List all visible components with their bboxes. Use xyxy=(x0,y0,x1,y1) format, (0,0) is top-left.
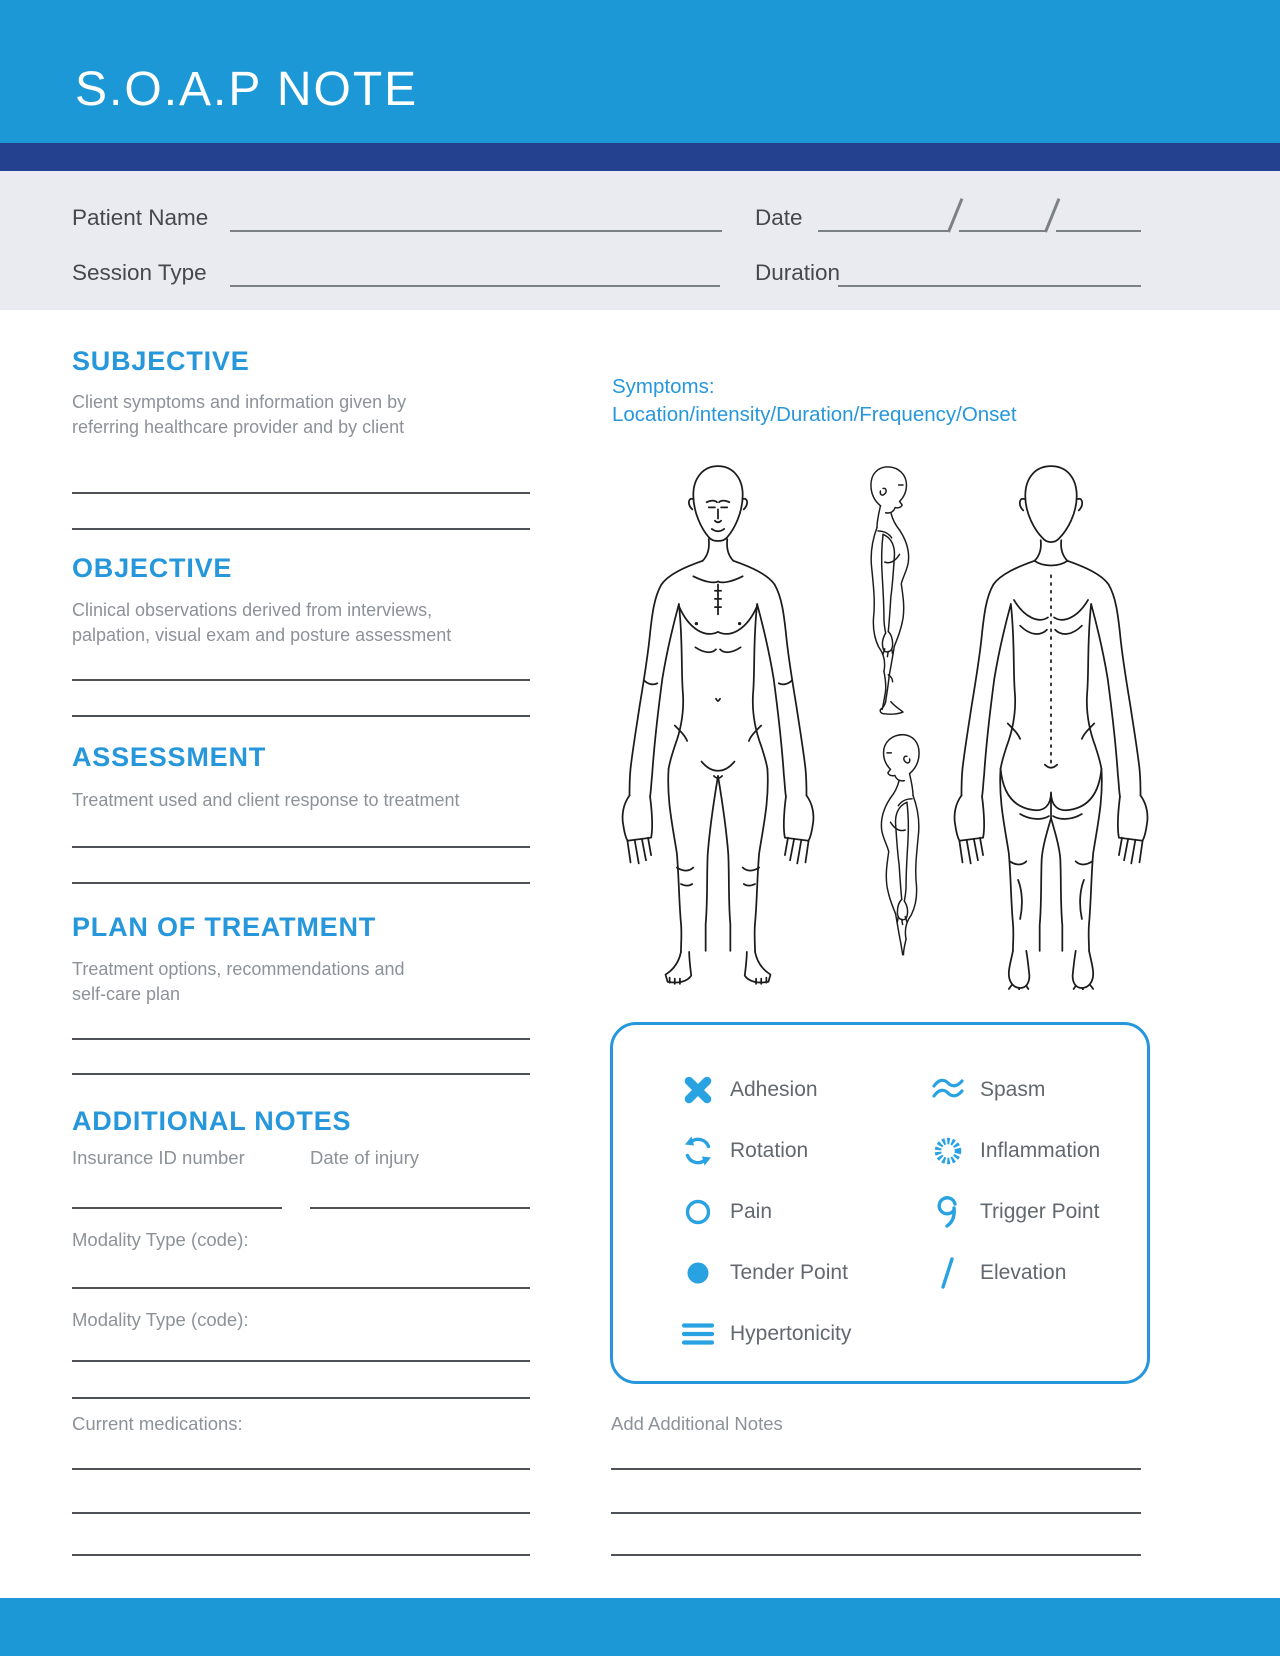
legend-item xyxy=(931,1195,1099,1229)
legend-label: Adhesion xyxy=(730,1078,818,1101)
plan-write-line[interactable] xyxy=(72,1038,530,1040)
additional-notes-line[interactable] xyxy=(611,1512,1141,1514)
insurance-id-label: Insurance ID number xyxy=(72,1147,245,1168)
legend-item xyxy=(681,1317,851,1351)
insurance-id-field[interactable] xyxy=(72,1207,282,1209)
legend-label: Rotation xyxy=(730,1139,809,1162)
hypertonicity-lines-icon xyxy=(681,1317,715,1351)
current-medications-line[interactable] xyxy=(72,1554,530,1556)
section-desc-plan: Treatment options, recommendations and self-care plan xyxy=(72,959,405,1004)
patient-name-field[interactable] xyxy=(230,230,722,232)
inflammation-ring-icon xyxy=(931,1134,965,1168)
legend-item xyxy=(681,1256,848,1290)
session-type-label: Session Type xyxy=(72,260,207,285)
patient-name-label: Patient Name xyxy=(72,205,209,230)
section-desc-subjective: Client symptoms and information given by referring healthcare provider and by client xyxy=(72,392,407,437)
legend-label: Inflammation xyxy=(980,1139,1101,1162)
additional-notes-line[interactable] xyxy=(611,1468,1141,1470)
legend-label: Tender Point xyxy=(730,1261,848,1284)
elevation-slash-icon xyxy=(931,1256,965,1290)
legend-item xyxy=(681,1073,818,1107)
legend-item xyxy=(931,1073,1045,1107)
symptoms-subtitle: Location/intensity/Duration/Frequency/Onset xyxy=(612,403,1017,426)
current-medications-line[interactable] xyxy=(72,1512,530,1514)
section-desc-assessment: Treatment used and client response to treatment xyxy=(72,790,460,810)
tender-point-dot-icon xyxy=(681,1256,715,1290)
adhesion-x-icon xyxy=(681,1073,715,1107)
add-additional-notes-label: Add Additional Notes xyxy=(611,1413,783,1434)
section-title-assessment: ASSESSMENT xyxy=(72,742,267,772)
legend-item xyxy=(681,1195,772,1229)
assessment-write-line[interactable] xyxy=(72,882,530,884)
body-figure-front xyxy=(615,460,821,990)
subjective-write-line[interactable] xyxy=(72,492,530,494)
legend-item xyxy=(931,1134,1100,1168)
date-day-field[interactable] xyxy=(959,230,1045,232)
duration-label: Duration xyxy=(755,260,841,285)
modality-type-field-2[interactable] xyxy=(72,1360,530,1362)
trigger-point-hook-icon xyxy=(931,1195,965,1229)
objective-write-line[interactable] xyxy=(72,715,530,717)
body-figure-side-partial xyxy=(848,726,952,960)
current-medications-line[interactable] xyxy=(72,1468,530,1470)
section-title-objective: OBJECTIVE xyxy=(72,553,233,583)
objective-write-line[interactable] xyxy=(72,679,530,681)
section-desc-objective: Clinical observations derived from interviews, palpation, visual exam and posture assessment xyxy=(72,600,452,645)
symbol-legend xyxy=(610,1022,1150,1384)
duration-field[interactable] xyxy=(838,285,1141,287)
symptoms-title: Symptoms: xyxy=(612,375,715,398)
body-figure-back xyxy=(948,460,1154,990)
assessment-write-line[interactable] xyxy=(72,846,530,848)
date-label: Date xyxy=(755,205,803,230)
legend-label: Elevation xyxy=(980,1261,1067,1284)
date-year-field[interactable] xyxy=(1056,230,1141,232)
date-month-field[interactable] xyxy=(818,230,948,232)
date-of-injury-label: Date of injury xyxy=(310,1147,419,1168)
section-title-plan: PLAN OF TREATMENT xyxy=(72,912,377,942)
pain-circle-icon xyxy=(681,1195,715,1229)
modality-type-label-2: Modality Type (code): xyxy=(72,1309,249,1330)
legend-item xyxy=(681,1134,808,1168)
date-of-injury-field[interactable] xyxy=(310,1207,530,1209)
session-type-field[interactable] xyxy=(230,285,720,287)
legend-label: Hypertonicity xyxy=(730,1322,852,1345)
body-diagram-area[interactable] xyxy=(590,440,1150,1000)
spasm-waves-icon xyxy=(931,1073,965,1107)
legend-label: Pain xyxy=(730,1200,773,1223)
plan-write-line[interactable] xyxy=(72,1073,530,1075)
additional-notes-line[interactable] xyxy=(611,1554,1141,1556)
section-title-additional-notes: ADDITIONAL NOTES xyxy=(72,1106,352,1136)
page-title: S.O.A.P NOTE xyxy=(75,63,419,116)
modality-type-field-2-line[interactable] xyxy=(72,1397,530,1399)
navy-stripe xyxy=(0,143,1280,171)
footer-band xyxy=(0,1598,1280,1656)
modality-type-label-1: Modality Type (code): xyxy=(72,1229,249,1250)
legend-label: Trigger Point xyxy=(980,1200,1100,1223)
legend-item xyxy=(931,1256,1066,1290)
section-title-subjective: SUBJECTIVE xyxy=(72,346,250,376)
subjective-write-line[interactable] xyxy=(72,528,530,530)
current-medications-label: Current medications: xyxy=(72,1413,243,1434)
patient-info-band xyxy=(0,171,1280,310)
rotation-arrows-icon xyxy=(681,1134,715,1168)
legend-label: Spasm xyxy=(980,1078,1046,1101)
modality-type-field-1[interactable] xyxy=(72,1287,530,1289)
body-figure-side-full xyxy=(838,458,942,720)
